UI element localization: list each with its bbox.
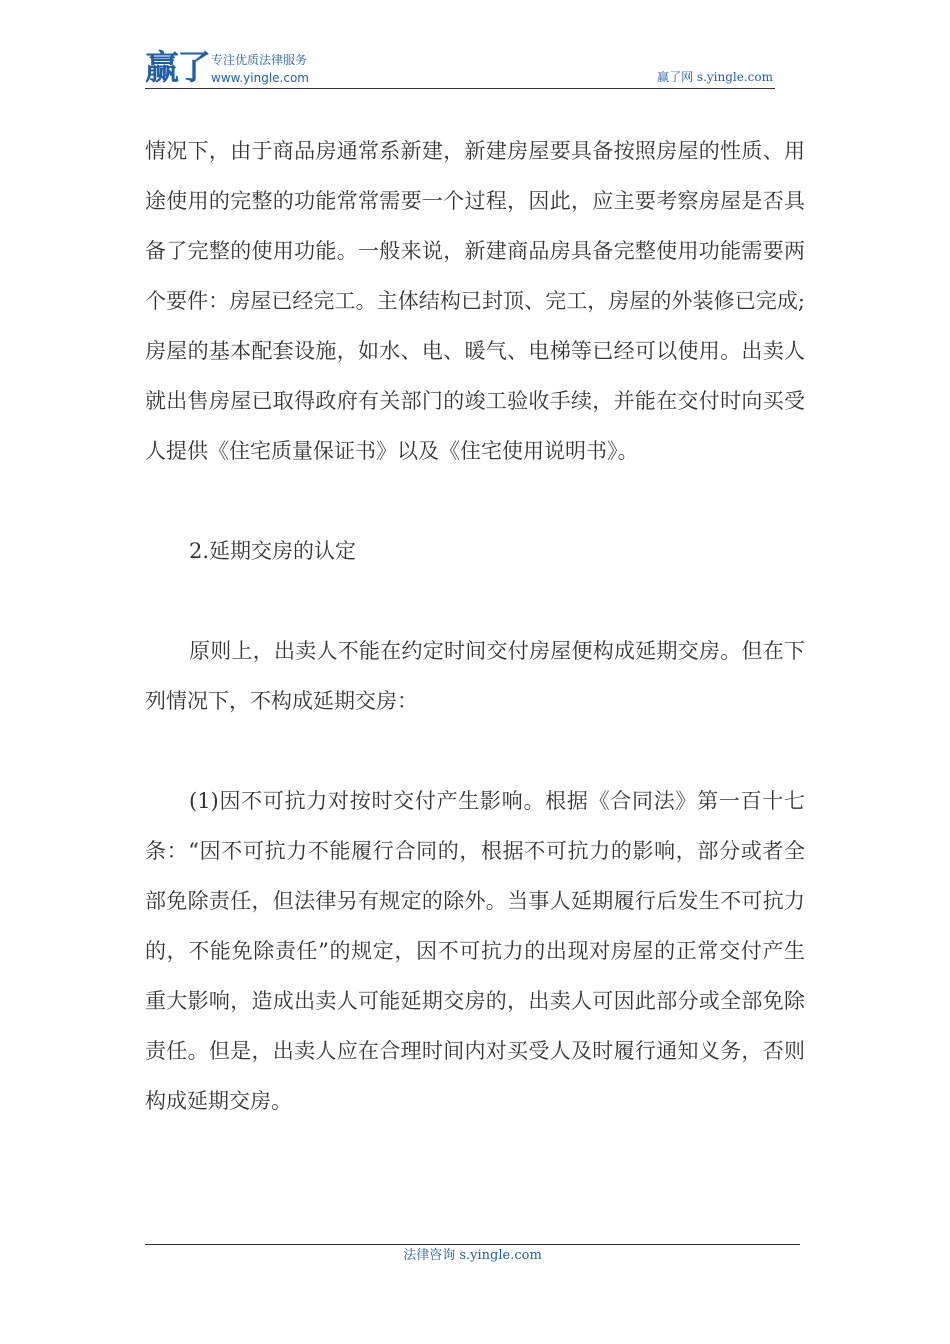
footer-link[interactable]: 法律咨询 s.yingle.com	[403, 1248, 542, 1263]
header-site-link[interactable]: 赢了网 s.yingle.com	[657, 70, 773, 84]
paragraph-gap	[145, 726, 805, 776]
logo-url[interactable]: www.yingle.com	[211, 71, 309, 85]
logo-tagline: 专注优质法律服务	[211, 53, 308, 67]
footer-divider	[145, 1244, 800, 1245]
paragraph-gap	[145, 476, 805, 526]
document-body	[145, 126, 805, 1126]
paragraph-3: (1)因不可抗力对按时交付产生影响。根据《合同法》第一百十七条：“因不可抗力不能履行合同的，根据不可抗力的影响，部分或者全部免除责任，但法律另有规定的除外。当事人延期履行后发生不可抗力的，不能免除责任”的规定，因不可抗力的出现对房屋的正常交付产生重大影响，造成出卖人可能延期交房的，出卖人可因此部分或全部免除责任。但是，出卖人应在合理时间内对买受人及时履行通知义务，否则构成延期交房。	[145, 789, 805, 1113]
logo[interactable]: 赢了	[145, 48, 209, 88]
paragraph-2: 原则上，出卖人不能在约定时间交付房屋便构成延期交房。但在下列情况下，不构成延期交房：	[145, 639, 805, 713]
paragraph-1: 情况下，由于商品房通常系新建，新建房屋要具备按照房屋的性质、用途使用的完整的功能常常需要一个过程，因此，应主要考察房屋是否具备了完整的使用功能。一般来说，新建商品房具备完整使用功能需要两个要件：房屋已经完工。主体结构已封顶、完工，房屋的外装修已完成;房屋的基本配套设施，如水、电、暖气、电梯等已经可以使用。出卖人就出售房屋已取得政府有关部门的竣工验收手续，并能在交付时向买受人提供《住宅质量保证书》以及《住宅使用说明书》。	[145, 139, 805, 463]
page-header	[145, 48, 775, 88]
section-heading: 2.延期交房的认定	[189, 539, 357, 563]
paragraph-gap	[145, 576, 805, 626]
header-divider	[145, 88, 775, 89]
